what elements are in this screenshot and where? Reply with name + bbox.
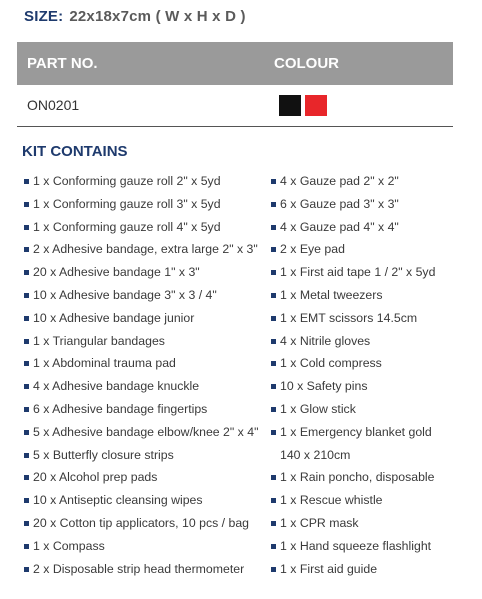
- list-item: [24, 170, 272, 193]
- kit-contains-heading: KIT CONTAINS: [22, 143, 128, 160]
- size-value: 22x18x7cm ( W x H x D ): [69, 8, 246, 25]
- bullet-square-icon: [271, 293, 276, 298]
- bullet-square-icon: [271, 225, 276, 230]
- part-number: ON0201: [27, 97, 80, 113]
- header-colour: COLOUR: [274, 55, 339, 72]
- list-item-text: 6 x Gauze pad 3" x 3": [280, 196, 399, 211]
- list-item-text: 5 x Adhesive bandage elbow/knee 2" x 4": [33, 424, 259, 439]
- list-item-text: 1 x Conforming gauze roll 2" x 5yd: [33, 174, 221, 188]
- list-item-text: 2 x Adhesive bandage, extra large 2" x 3": [33, 242, 258, 257]
- bullet-square-icon: [24, 475, 29, 480]
- bullet-square-icon: [271, 179, 276, 184]
- list-item-text: 20 x Alcohol prep pads: [33, 470, 158, 485]
- list-item-text: 20 x Cotton tip applicators, 10 pcs / bag: [33, 515, 250, 530]
- bullet-square-icon: [271, 407, 276, 412]
- list-item-text: 20 x Adhesive bandage 1" x 3": [33, 265, 200, 280]
- list-item: [271, 193, 471, 216]
- list-item-text: 1 x Conforming gauze roll 4" x 5yd: [33, 219, 221, 234]
- list-item-text: 1 x Metal tweezers: [280, 287, 383, 302]
- colour-swatch-red: [305, 95, 327, 116]
- list-item: [271, 466, 471, 489]
- bullet-square-icon: [271, 475, 276, 480]
- list-item: [24, 238, 272, 261]
- bullet-square-icon: [271, 202, 276, 207]
- bullet-square-icon: [24, 247, 29, 252]
- kit-list-left: [24, 170, 272, 580]
- list-item: [271, 489, 471, 512]
- table-row: [17, 85, 453, 127]
- list-item-text: 5 x Butterfly closure strips: [33, 447, 174, 462]
- list-item: [271, 238, 471, 261]
- list-item: [271, 216, 471, 239]
- list-item-text: 1 x First aid tape 1 / 2" x 5yd: [280, 265, 436, 280]
- list-item: [271, 558, 471, 581]
- bullet-square-icon: [24, 361, 29, 366]
- header-part-no: PART NO.: [27, 55, 98, 72]
- bullet-square-icon: [24, 407, 29, 412]
- size-label: SIZE:: [24, 8, 64, 25]
- bullet-square-icon: [24, 316, 29, 321]
- list-item: [24, 558, 272, 581]
- list-item: [271, 375, 471, 398]
- bullet-square-icon: [24, 544, 29, 549]
- bullet-square-icon: [271, 339, 276, 344]
- bullet-square-icon: [24, 430, 29, 435]
- list-item: [24, 421, 272, 444]
- list-item-text: 1 x Cold compress: [280, 356, 382, 371]
- list-item-text: 1 x Triangular bandages: [33, 333, 165, 348]
- bullet-square-icon: [24, 567, 29, 572]
- list-item: [271, 284, 471, 307]
- list-item-text: 10 x Adhesive bandage 3" x 3 / 4": [33, 287, 217, 302]
- bullet-square-icon: [24, 225, 29, 230]
- bullet-square-icon: [271, 316, 276, 321]
- list-item-text: 4 x Gauze pad 4" x 4": [280, 219, 399, 234]
- bullet-square-icon: [271, 567, 276, 572]
- list-item: [24, 216, 272, 239]
- list-item: [271, 421, 471, 444]
- list-item-text: 2 x Disposable strip head thermometer: [33, 561, 245, 576]
- list-item-text: 1 x Conforming gauze roll 3" x 5yd: [33, 196, 221, 211]
- list-item-text: 4 x Nitrile gloves: [280, 333, 371, 348]
- list-item-text: 4 x Gauze pad 2" x 2": [280, 174, 399, 188]
- list-item: [24, 398, 272, 421]
- list-item-text: 1 x Compass: [33, 538, 105, 553]
- list-item-text: 140 x 210cm: [280, 447, 351, 462]
- list-item-text: 10 x Safety pins: [280, 379, 368, 394]
- list-item-text: 10 x Adhesive bandage junior: [33, 310, 195, 325]
- list-item-text: 2 x Eye pad: [280, 242, 345, 257]
- list-item-text: 1 x Glow stick: [280, 401, 356, 416]
- bullet-square-icon: [24, 453, 29, 458]
- list-item: [271, 535, 471, 558]
- list-item: [271, 330, 471, 353]
- bullet-square-icon: [24, 270, 29, 275]
- bullet-square-icon: [271, 247, 276, 252]
- bullet-square-icon: [24, 521, 29, 526]
- list-item: [24, 466, 272, 489]
- list-item-text: 1 x Abdominal trauma pad: [33, 356, 176, 371]
- list-item: [24, 375, 272, 398]
- bullet-square-icon: [24, 339, 29, 344]
- list-item: [271, 352, 471, 375]
- bullet-square-icon: [271, 521, 276, 526]
- bullet-square-icon: [24, 498, 29, 503]
- list-item: [24, 307, 272, 330]
- list-item: [24, 489, 272, 512]
- colour-swatch-black: [279, 95, 301, 116]
- list-item-text: 1 x Emergency blanket gold: [280, 424, 432, 439]
- list-item: [24, 512, 272, 535]
- list-item-text: 1 x Hand squeeze flashlight: [280, 538, 432, 553]
- bullet-square-icon: [271, 544, 276, 549]
- bullet-square-icon: [24, 179, 29, 184]
- size-line: [24, 8, 246, 25]
- list-item-text: 4 x Adhesive bandage knuckle: [33, 379, 200, 394]
- bullet-square-icon: [271, 498, 276, 503]
- list-item: [271, 170, 471, 193]
- list-item: [24, 444, 272, 467]
- list-item-text: 10 x Antiseptic cleansing wipes: [33, 493, 203, 508]
- kit-list-right: [271, 170, 471, 580]
- list-item-text: 1 x Rain poncho, disposable: [280, 470, 435, 485]
- list-item: [24, 352, 272, 375]
- list-item-text: 1 x CPR mask: [280, 515, 359, 530]
- bullet-square-icon: [24, 384, 29, 389]
- list-item-text: 1 x Rescue whistle: [280, 493, 383, 508]
- bullet-square-icon: [271, 270, 276, 275]
- list-item-text: 1 x EMT scissors 14.5cm: [280, 310, 418, 325]
- list-item: [24, 284, 272, 307]
- list-item: [24, 261, 272, 284]
- bullet-square-icon: [24, 293, 29, 298]
- list-item: [24, 330, 272, 353]
- list-item: [24, 535, 272, 558]
- list-item: [271, 261, 471, 284]
- list-item: [271, 398, 471, 421]
- bullet-square-icon: [24, 202, 29, 207]
- list-item-text: 1 x First aid guide: [280, 561, 378, 576]
- list-item: [271, 512, 471, 535]
- list-item-text: 6 x Adhesive bandage fingertips: [33, 401, 208, 416]
- list-item: [271, 307, 471, 330]
- table-header: [17, 42, 453, 85]
- bullet-square-icon: [271, 430, 276, 435]
- list-item: [24, 193, 272, 216]
- bullet-square-icon: [271, 361, 276, 366]
- bullet-square-icon: [271, 384, 276, 389]
- list-item-continuation: [271, 444, 471, 467]
